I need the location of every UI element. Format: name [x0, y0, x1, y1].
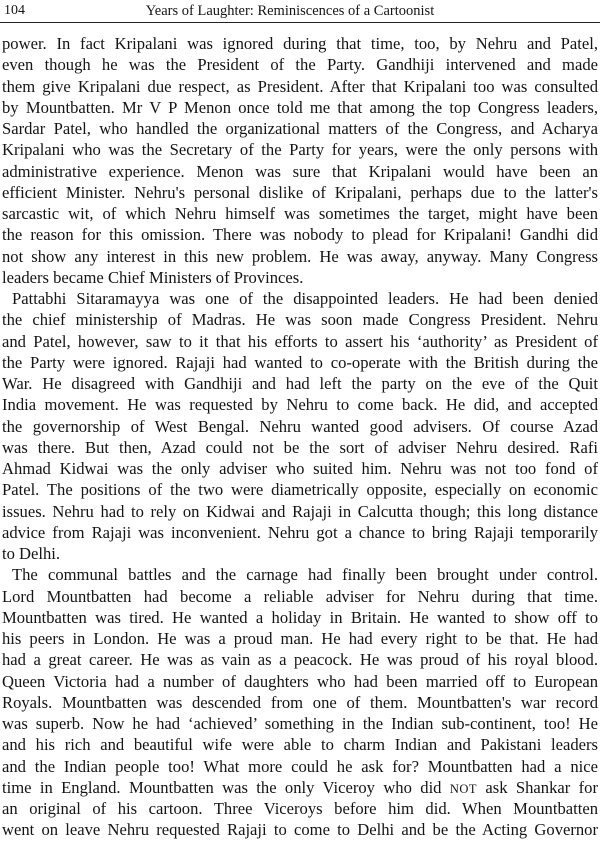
text-line: to Delhi.: [2, 544, 61, 563]
text-line: leaders became Chief Ministers of Provinces.: [2, 267, 304, 287]
text-line: Lord Mountbatten had become a reliable adviser for Nehru during that time.: [2, 586, 598, 606]
text-line: the chief ministership of Madras. He was soon made Congress President. Nehru: [2, 310, 598, 330]
text-line: efficient Minister. Nehru's personal dislike of Kripalani, perhaps due to the latter's: [2, 182, 598, 202]
paragraph: [0, 564, 600, 840]
text-line: was superb. Now he had ‘achieved’ something in the Indian sub-continent, too! He: [2, 714, 598, 733]
text-line: advice from Rajaji was inconvenient. Nehru got a chance to bring Rajaji temporarily: [2, 522, 598, 542]
text-line: War. He disagreed with Gandhiji and had left the party on the eve of the Quit: [2, 374, 598, 393]
running-title: Years of Laughter: Reminiscences of a Cartoonist: [145, 3, 435, 19]
text-line: The communal battles and the carnage had finally been brought under control.: [12, 565, 598, 585]
text-line: Pattabhi Sitaramayya was one of the disappointed leaders. He had been denied: [12, 289, 598, 308]
text-line: them give Kripalani due respect, as President. After that Kripalani too was consulted: [2, 76, 598, 96]
text-line: issues. Nehru had to rely on Kidwai and Rajaji in Calcutta though; this long distance: [2, 501, 598, 521]
paragraph: [0, 33, 600, 288]
text-line: sarcastic wit, of which Nehru himself was sometimes the target, might have been: [2, 204, 598, 223]
page-number: 104: [4, 3, 25, 18]
text-line: Ahmad Kidwai was the only adviser who suited him. Nehru was not too fond of: [2, 459, 598, 478]
text-line: India movement. He was requested by Nehru to come back. He did, and accepted: [2, 395, 598, 415]
text-line: the reason for this omission. There was nobody to plead for Kripalani! Gandhi did: [2, 225, 598, 245]
text-line: Patel. The positions of the two were diametrically opposite, especially on economic: [2, 480, 598, 500]
text-line: went on leave Nehru requested Rajaji to come to Delhi and be the Acting Governor: [2, 820, 598, 840]
text-line: was there. But then, Azad could not be the sort of adviser Nehru desired. Rafi: [2, 437, 598, 457]
text-line: Mountbatten was tired. He wanted a holiday in Britain. He wanted to show off to: [2, 607, 598, 627]
text-line: his peers in London. He was a proud man. He had every right to be that. He had: [2, 629, 598, 648]
text-line: time in England. Mountbatten was the only Viceroy who did NOT ask Shankar for: [2, 777, 598, 797]
text-line: even though he was the President of the Party. Gandhiji intervened and made: [2, 55, 598, 75]
text-line: Sardar Patel, who handled the organizational matters of the Congress, and Acharya: [2, 119, 598, 138]
text-line: the governorship of West Bengal. Nehru wanted good advisers. Of course Azad: [2, 416, 598, 436]
paragraph: [0, 288, 600, 564]
text-line: by Mountbatten. Mr V P Menon once told me that among the top Congress leaders,: [2, 97, 598, 117]
text-line: had a great career. He was as vain as a peacock. He was proud of his royal blood.: [2, 650, 598, 670]
text-line: power. In fact Kripalani was ignored during that time, too, by Nehru and Patel,: [2, 34, 598, 53]
text-line: and Patel, however, saw to it that his efforts to assert his ‘authority’ as President of: [2, 331, 598, 351]
text-line: and the Indian people too! What more could he ask for? Mountbatten had a nice: [2, 756, 598, 776]
text-line: administrative experience. Menon was sure that Kripalani would have been an: [2, 161, 598, 181]
header-rule: [0, 22, 600, 23]
running-header: [0, 0, 600, 26]
text-line: Kripalani who was the Secretary of the Party for years, were the only persons with: [2, 140, 598, 160]
text-line: Queen Victoria had a number of daughters who had been married off to European: [2, 671, 598, 691]
text-line: an original of his cartoon. Three Viceroys before him did. When Mountbatten: [2, 799, 598, 818]
text-line: Royals. Mountbatten was descended from one of them. Mountbatten's war record: [2, 692, 598, 712]
text-line: the Party were ignored. Rajaji had wanted to co-operate with the British during the: [2, 352, 598, 372]
body-text: [0, 33, 600, 841]
text-line: and his rich and beautiful wife were able to charm Indian and Pakistani leaders: [2, 735, 598, 755]
text-line: not show any interest in this new problem. He was away, anyway. Many Congress: [2, 246, 598, 266]
